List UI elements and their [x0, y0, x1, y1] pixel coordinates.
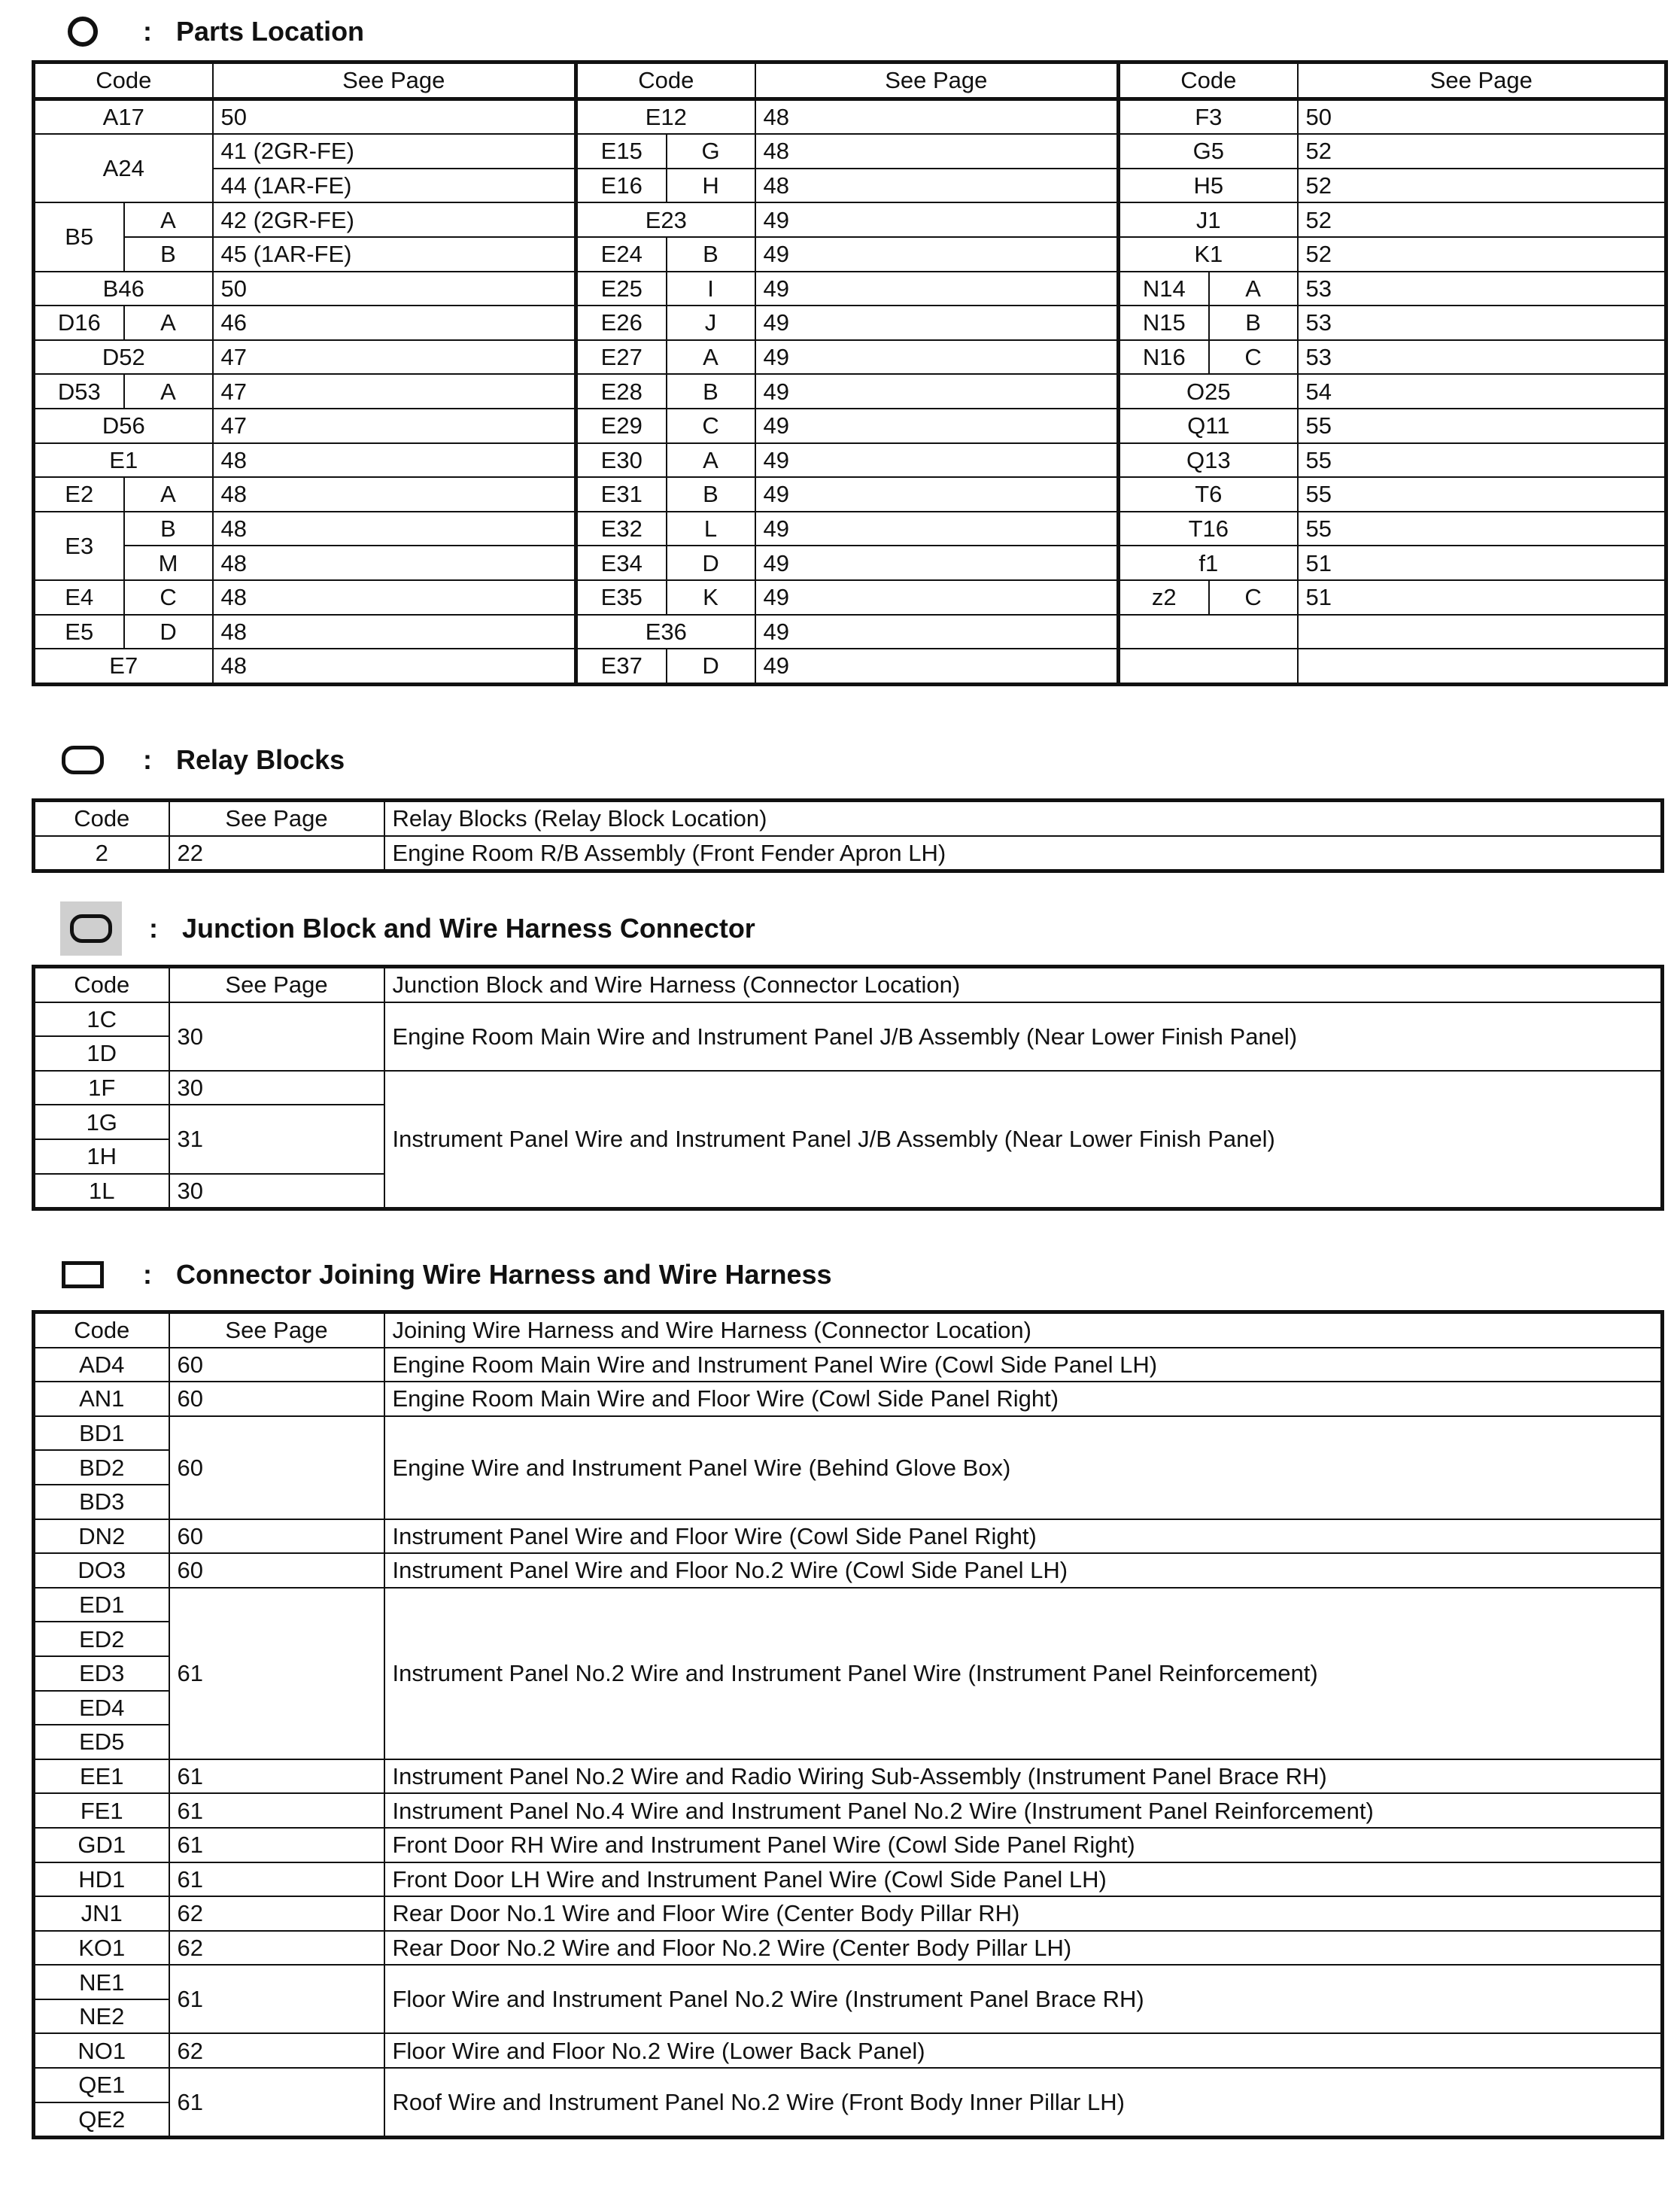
junction-code: 1H [34, 1139, 169, 1174]
rounded-rect-icon [62, 745, 104, 775]
see-page: 60 [169, 1416, 384, 1519]
see-page: 61 [169, 2068, 384, 2138]
table-row [34, 836, 1663, 871]
part-subcode: A [667, 443, 755, 478]
header-description: Joining Wire Harness and Wire Harness (Connector Location) [384, 1312, 1663, 1348]
part-code: E24 [576, 237, 667, 272]
see-page: 60 [169, 1382, 384, 1416]
part-subcode: D [667, 649, 755, 684]
table-row [34, 340, 1666, 375]
part-code: D56 [34, 409, 213, 443]
connector-joining-heading [62, 1258, 832, 1291]
relay-blocks-heading [62, 743, 345, 777]
connector-description: Floor Wire and Floor No.2 Wire (Lower Back Panel) [384, 2033, 1663, 2068]
header-code: Code [34, 967, 169, 1002]
table-row [34, 1553, 1663, 1588]
part-subcode: B [124, 512, 213, 546]
see-page: 30 [169, 1071, 384, 1105]
part-code: G5 [1119, 134, 1298, 169]
junction-description: Engine Room Main Wire and Instrument Panel J/B Assembly (Near Lower Finish Panel) [384, 1002, 1663, 1071]
table-row [34, 1416, 1663, 1451]
part-code: B5 [34, 202, 124, 271]
connector-code: ED3 [34, 1656, 169, 1691]
see-page: 53 [1298, 340, 1666, 375]
header-see-page: See Page [755, 62, 1119, 99]
table-row [34, 1519, 1663, 1554]
heading-colon: : [143, 744, 152, 775]
see-page: 49 [755, 340, 1119, 375]
table-row [34, 409, 1666, 443]
connector-code: AD4 [34, 1348, 169, 1382]
junction-code: 1F [34, 1071, 169, 1105]
see-page: 50 [1298, 99, 1666, 134]
table-header-row [34, 62, 1666, 99]
part-code: F3 [1119, 99, 1298, 134]
header-description: Junction Block and Wire Harness (Connector Location) [384, 967, 1663, 1002]
header-see-page: See Page [169, 967, 384, 1002]
part-code: Q13 [1119, 443, 1298, 478]
parts-location-table [32, 60, 1668, 686]
part-code: D52 [34, 340, 213, 375]
see-page: 52 [1298, 169, 1666, 203]
see-page: 51 [1298, 546, 1666, 580]
connector-code: KO1 [34, 1931, 169, 1966]
table-row [34, 374, 1666, 409]
table-row [34, 1588, 1663, 1622]
part-subcode: C [1209, 580, 1298, 615]
table-row [34, 237, 1666, 272]
see-page: 31 [169, 1105, 384, 1173]
see-page: 51 [1298, 580, 1666, 615]
table-row [34, 306, 1666, 340]
part-code: J1 [1119, 202, 1298, 237]
table-row [34, 1862, 1663, 1897]
junction-code: 1L [34, 1174, 169, 1209]
part-code: D16 [34, 306, 124, 340]
part-subcode: A [667, 340, 755, 375]
see-page: 48 [213, 649, 576, 684]
see-page: 50 [213, 272, 576, 306]
see-page: 55 [1298, 409, 1666, 443]
connector-description: Roof Wire and Instrument Panel No.2 Wire (Front Body Inner Pillar LH) [384, 2068, 1663, 2138]
empty-cell [1119, 615, 1298, 649]
connector-code: ED5 [34, 1725, 169, 1759]
relay-code: 2 [34, 836, 169, 871]
see-page: 55 [1298, 443, 1666, 478]
table-row [34, 477, 1666, 512]
see-page: 30 [169, 1002, 384, 1071]
see-page: 47 [213, 374, 576, 409]
relay-blocks-table [32, 798, 1664, 873]
part-code: H5 [1119, 169, 1298, 203]
see-page: 49 [755, 443, 1119, 478]
part-code: E12 [576, 99, 755, 134]
part-code: E27 [576, 340, 667, 375]
circle-icon [68, 17, 98, 47]
part-subcode: D [124, 615, 213, 649]
section-title: Relay Blocks [176, 744, 345, 775]
connector-code: ED1 [34, 1588, 169, 1622]
table-row [34, 1931, 1663, 1966]
part-code: E23 [576, 202, 755, 237]
connector-description: Engine Room Main Wire and Instrument Panel Wire (Cowl Side Panel LH) [384, 1348, 1663, 1382]
connector-table-body [34, 1312, 1663, 2138]
part-subcode: C [667, 409, 755, 443]
see-page: 41 (2GR-FE) [213, 134, 576, 169]
connector-code: HD1 [34, 1862, 169, 1897]
part-code: E32 [576, 512, 667, 546]
see-page: 60 [169, 1348, 384, 1382]
see-page: 62 [169, 1931, 384, 1966]
see-page: 48 [213, 615, 576, 649]
part-code: N14 [1119, 272, 1209, 306]
part-code: E16 [576, 169, 667, 203]
see-page: 48 [213, 443, 576, 478]
part-code: T16 [1119, 512, 1298, 546]
relay-description: Engine Room R/B Assembly (Front Fender Apron LH) [384, 836, 1663, 871]
rect-icon [62, 1260, 104, 1290]
junction-code: 1D [34, 1036, 169, 1071]
see-page: 48 [213, 477, 576, 512]
see-page: 48 [755, 169, 1119, 203]
part-subcode: B [667, 477, 755, 512]
connector-code: BD1 [34, 1416, 169, 1451]
part-subcode: K [667, 580, 755, 615]
see-page: 53 [1298, 272, 1666, 306]
connector-code: DN2 [34, 1519, 169, 1554]
see-page: 49 [755, 512, 1119, 546]
part-subcode: D [667, 546, 755, 580]
see-page: 47 [213, 340, 576, 375]
table-row [34, 169, 1666, 203]
junction-description: Instrument Panel Wire and Instrument Panel J/B Assembly (Near Lower Finish Panel) [384, 1071, 1663, 1209]
part-code: A24 [34, 134, 213, 202]
connector-description: Instrument Panel Wire and Floor No.2 Wire (Cowl Side Panel LH) [384, 1553, 1663, 1588]
connector-code: QE2 [34, 2102, 169, 2138]
see-page: 49 [755, 202, 1119, 237]
part-code: E15 [576, 134, 667, 169]
table-row [34, 1348, 1663, 1382]
see-page: 60 [169, 1519, 384, 1554]
part-code: E7 [34, 649, 213, 684]
see-page: 61 [169, 1965, 384, 2033]
see-page: 53 [1298, 306, 1666, 340]
junction-block-heading [60, 901, 755, 956]
table-row [34, 134, 1666, 169]
part-code: O25 [1119, 374, 1298, 409]
table-header-row [34, 801, 1663, 836]
connector-description: Instrument Panel No.2 Wire and Instrument Panel Wire (Instrument Panel Reinforcement) [384, 1588, 1663, 1759]
heading-colon: : [149, 913, 158, 944]
see-page: 49 [755, 546, 1119, 580]
junction-block-table [32, 965, 1664, 1211]
connector-code: ED4 [34, 1691, 169, 1725]
connector-description: Floor Wire and Instrument Panel No.2 Wire (Instrument Panel Brace RH) [384, 1965, 1663, 2033]
see-page: 52 [1298, 237, 1666, 272]
header-code: Code [576, 62, 755, 99]
part-subcode: A [124, 477, 213, 512]
part-code: E35 [576, 580, 667, 615]
part-code: E31 [576, 477, 667, 512]
see-page: 54 [1298, 374, 1666, 409]
see-page: 62 [169, 2033, 384, 2068]
connector-code: AN1 [34, 1382, 169, 1416]
part-subcode: H [667, 169, 755, 203]
table-row [34, 272, 1666, 306]
see-page: 48 [755, 99, 1119, 134]
see-page: 48 [213, 580, 576, 615]
connector-joining-table [32, 1310, 1664, 2139]
part-code: E36 [576, 615, 755, 649]
see-page: 50 [213, 99, 576, 134]
see-page: 30 [169, 1174, 384, 1209]
part-code: N16 [1119, 340, 1209, 375]
connector-description: Engine Room Main Wire and Floor Wire (Cowl Side Panel Right) [384, 1382, 1663, 1416]
part-subcode: A [124, 306, 213, 340]
part-subcode: A [1209, 272, 1298, 306]
empty-cell [1298, 649, 1666, 684]
header-code: Code [34, 1312, 169, 1348]
header-see-page: See Page [169, 1312, 384, 1348]
table-row [34, 99, 1666, 134]
see-page: 49 [755, 272, 1119, 306]
table-row [34, 649, 1666, 684]
empty-cell [1298, 615, 1666, 649]
see-page: 46 [213, 306, 576, 340]
part-code: E1 [34, 443, 213, 478]
empty-cell [1119, 649, 1298, 684]
part-code: N15 [1119, 306, 1209, 340]
see-page: 48 [213, 512, 576, 546]
part-code: E2 [34, 477, 124, 512]
see-page: 60 [169, 1553, 384, 1588]
see-page: 22 [169, 836, 384, 871]
part-code: E37 [576, 649, 667, 684]
see-page: 61 [169, 1862, 384, 1897]
table-row [34, 1896, 1663, 1931]
table-row [34, 546, 1666, 580]
see-page: 61 [169, 1793, 384, 1828]
table-row [34, 1071, 1663, 1105]
part-code: T6 [1119, 477, 1298, 512]
part-code: E34 [576, 546, 667, 580]
connector-code: GD1 [34, 1828, 169, 1862]
see-page: 48 [213, 546, 576, 580]
part-subcode: I [667, 272, 755, 306]
part-subcode: B [1209, 306, 1298, 340]
part-code: D53 [34, 374, 124, 409]
part-code: E26 [576, 306, 667, 340]
part-code: E28 [576, 374, 667, 409]
part-subcode: A [124, 374, 213, 409]
connector-description: Front Door RH Wire and Instrument Panel Wire (Cowl Side Panel Right) [384, 1828, 1663, 1862]
heading-colon: : [143, 1259, 152, 1290]
connector-code: QE1 [34, 2068, 169, 2102]
part-subcode: A [124, 202, 213, 237]
connector-code: NO1 [34, 2033, 169, 2068]
shaded-rounded-rect-icon [60, 901, 122, 956]
see-page: 61 [169, 1759, 384, 1794]
section-title: Connector Joining Wire Harness and Wire Harness [176, 1259, 832, 1290]
see-page: 49 [755, 477, 1119, 512]
connector-description: Instrument Panel No.4 Wire and Instrument Panel No.2 Wire (Instrument Panel Reinforcement) [384, 1793, 1663, 1828]
see-page: 49 [755, 580, 1119, 615]
junction-code: 1C [34, 1002, 169, 1037]
connector-description: Instrument Panel No.2 Wire and Radio Wiring Sub-Assembly (Instrument Panel Brace RH) [384, 1759, 1663, 1794]
see-page: 49 [755, 409, 1119, 443]
connector-description: Engine Wire and Instrument Panel Wire (Behind Glove Box) [384, 1416, 1663, 1519]
part-code: Q11 [1119, 409, 1298, 443]
connector-code: BD2 [34, 1450, 169, 1485]
table-row [34, 1759, 1663, 1794]
see-page: 62 [169, 1896, 384, 1931]
header-code: Code [34, 62, 213, 99]
see-page: 49 [755, 237, 1119, 272]
see-page: 52 [1298, 202, 1666, 237]
header-description: Relay Blocks (Relay Block Location) [384, 801, 1663, 836]
part-subcode: C [124, 580, 213, 615]
table-row [34, 1793, 1663, 1828]
table-row [34, 443, 1666, 478]
junction-code: 1G [34, 1105, 169, 1139]
part-subcode: B [667, 237, 755, 272]
part-code: f1 [1119, 546, 1298, 580]
table-row [34, 1965, 1663, 1999]
parts-location-heading [68, 15, 364, 48]
part-subcode: L [667, 512, 755, 546]
table-row [34, 580, 1666, 615]
see-page: 44 (1AR-FE) [213, 169, 576, 203]
connector-code: JN1 [34, 1896, 169, 1931]
connector-code: BD3 [34, 1485, 169, 1519]
table-row [34, 1828, 1663, 1862]
part-subcode: J [667, 306, 755, 340]
table-row [34, 2033, 1663, 2068]
connector-description: Front Door LH Wire and Instrument Panel Wire (Cowl Side Panel LH) [384, 1862, 1663, 1897]
heading-colon: : [143, 16, 152, 47]
table-row [34, 615, 1666, 649]
connector-description: Rear Door No.1 Wire and Floor Wire (Center Body Pillar RH) [384, 1896, 1663, 1931]
connector-code: NE1 [34, 1965, 169, 1999]
table-header-row [34, 1312, 1663, 1348]
see-page: 47 [213, 409, 576, 443]
see-page: 49 [755, 615, 1119, 649]
header-see-page: See Page [213, 62, 576, 99]
section-title: Junction Block and Wire Harness Connector [182, 913, 755, 944]
connector-code: DO3 [34, 1553, 169, 1588]
connector-code: NE2 [34, 1999, 169, 2034]
part-code: E3 [34, 512, 124, 580]
table-row [34, 202, 1666, 237]
part-code: K1 [1119, 237, 1298, 272]
header-see-page: See Page [1298, 62, 1666, 99]
table-row [34, 1002, 1663, 1037]
part-subcode: G [667, 134, 755, 169]
part-code: E5 [34, 615, 124, 649]
part-subcode: C [1209, 340, 1298, 375]
part-code: z2 [1119, 580, 1209, 615]
connector-description: Rear Door No.2 Wire and Floor No.2 Wire (Center Body Pillar LH) [384, 1931, 1663, 1966]
connector-code: EE1 [34, 1759, 169, 1794]
see-page: 55 [1298, 477, 1666, 512]
header-see-page: See Page [169, 801, 384, 836]
table-row [34, 2068, 1663, 2102]
part-subcode: M [124, 546, 213, 580]
header-code: Code [34, 801, 169, 836]
part-code: E4 [34, 580, 124, 615]
connector-code: ED2 [34, 1622, 169, 1656]
part-code: E30 [576, 443, 667, 478]
table-header-row [34, 967, 1663, 1002]
part-subcode: B [124, 237, 213, 272]
part-code: E25 [576, 272, 667, 306]
connector-code: FE1 [34, 1793, 169, 1828]
table-row [34, 1382, 1663, 1416]
table-row [34, 512, 1666, 546]
header-code: Code [1119, 62, 1298, 99]
see-page: 49 [755, 374, 1119, 409]
see-page: 52 [1298, 134, 1666, 169]
connector-description: Instrument Panel Wire and Floor Wire (Cowl Side Panel Right) [384, 1519, 1663, 1554]
see-page: 49 [755, 649, 1119, 684]
see-page: 61 [169, 1588, 384, 1759]
section-title: Parts Location [176, 16, 365, 47]
see-page: 48 [755, 134, 1119, 169]
see-page: 42 (2GR-FE) [213, 202, 576, 237]
see-page: 45 (1AR-FE) [213, 237, 576, 272]
part-code: E29 [576, 409, 667, 443]
see-page: 49 [755, 306, 1119, 340]
see-page: 55 [1298, 512, 1666, 546]
part-code: B46 [34, 272, 213, 306]
part-subcode: B [667, 374, 755, 409]
see-page: 61 [169, 1828, 384, 1862]
part-code: A17 [34, 99, 213, 134]
